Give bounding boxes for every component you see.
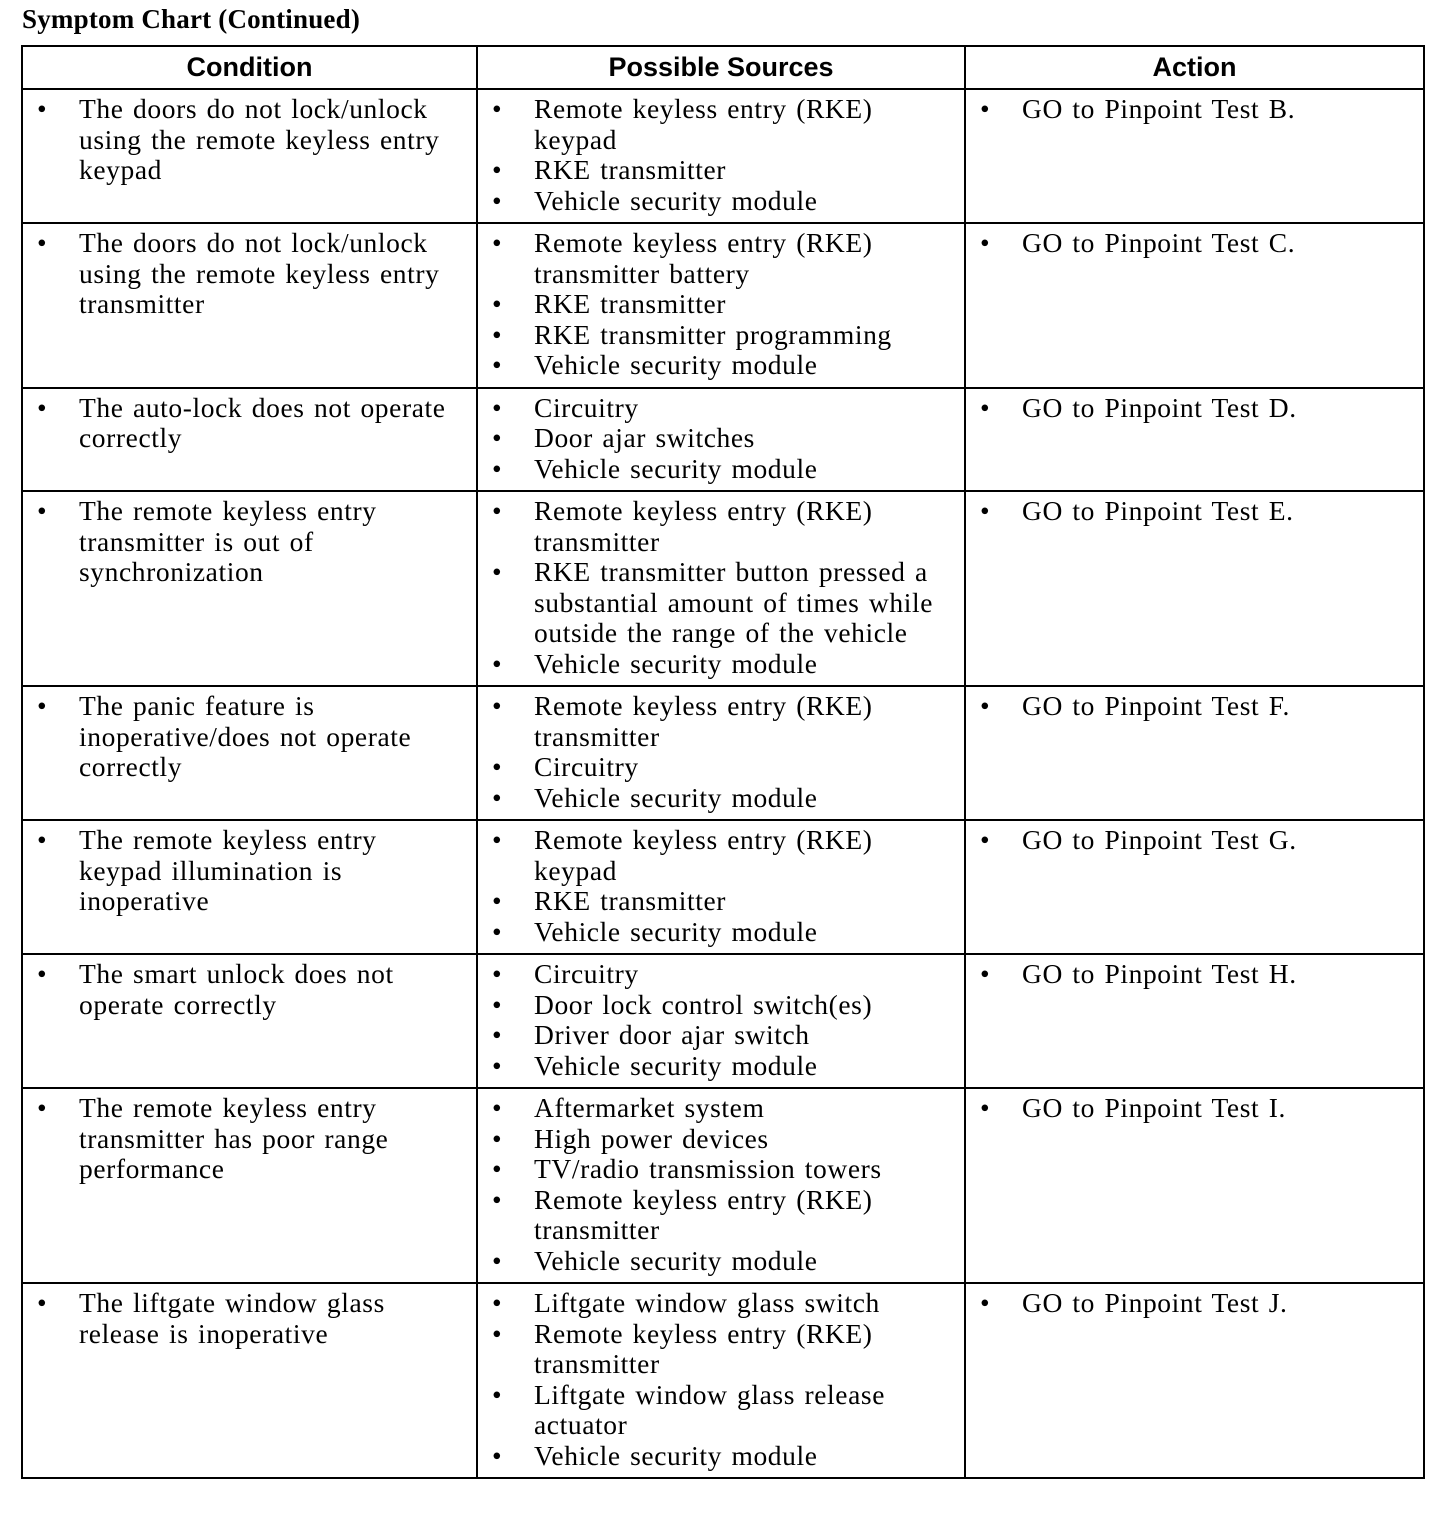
bullet-list	[966, 1284, 1423, 1325]
list-item	[492, 94, 952, 155]
possible-sources-cell	[477, 1088, 965, 1283]
table-row	[22, 388, 1424, 492]
list-item	[980, 959, 1411, 990]
bullet-list	[966, 90, 1423, 131]
list-item-text: GO to Pinpoint Test G.	[1022, 824, 1297, 855]
bullet-marker: •	[492, 1183, 503, 1215]
bullet-marker: •	[492, 288, 503, 319]
list-item-text: GO to Pinpoint Test D.	[1022, 391, 1297, 423]
bullet-list	[966, 821, 1423, 862]
list-item-text: The panic feature is inoperative/does not operate correctly	[79, 690, 412, 782]
condition-cell	[22, 1088, 477, 1283]
action-cell	[965, 1283, 1424, 1478]
list-item-text: Vehicle security module	[534, 184, 818, 216]
list-item-text: Vehicle security module	[534, 1049, 818, 1081]
symptom-chart-table	[21, 45, 1425, 1479]
bullet-marker: •	[492, 915, 503, 947]
bullet-marker: •	[37, 93, 48, 124]
list-item-text: The remote keyless entry transmitter has poor range performance	[79, 1092, 389, 1184]
bullet-marker: •	[37, 824, 48, 855]
bullet-marker: •	[492, 690, 503, 721]
list-item-text: GO to Pinpoint Test H.	[1022, 958, 1297, 989]
list-item	[492, 557, 952, 649]
list-item	[37, 825, 464, 917]
list-item	[492, 1124, 952, 1155]
action-cell	[965, 1088, 1424, 1283]
list-item	[492, 1288, 952, 1319]
list-item	[492, 959, 952, 990]
condition-cell	[22, 1283, 477, 1478]
bullet-marker: •	[980, 1287, 991, 1318]
bullet-list	[23, 687, 476, 789]
bullet-marker: •	[492, 1122, 503, 1154]
list-item	[37, 496, 464, 588]
list-item-text: Circuitry	[534, 751, 639, 782]
list-item-text: The remote keyless entry transmitter is out of synchronization	[79, 495, 377, 587]
list-item	[980, 94, 1411, 125]
list-item-text: RKE transmitter button pressed a substantial amount of times while outside the range of the vehicle	[534, 556, 933, 648]
table-row	[22, 491, 1424, 686]
bullet-list	[966, 955, 1423, 996]
list-item-text: GO to Pinpoint Test J.	[1022, 1287, 1288, 1318]
list-item-text: TV/radio transmission towers	[534, 1153, 882, 1184]
list-item	[492, 350, 952, 381]
action-cell	[965, 223, 1424, 388]
list-item	[492, 1380, 952, 1441]
bullet-marker: •	[492, 751, 503, 782]
list-item-text: Remote keyless entry (RKE) keypad	[534, 824, 873, 886]
list-item-text: Remote keyless entry (RKE) transmitter	[534, 495, 873, 557]
list-item	[492, 1093, 952, 1124]
bullet-marker: •	[37, 227, 48, 258]
list-item	[980, 228, 1411, 259]
list-item	[492, 320, 952, 351]
list-item	[980, 1288, 1411, 1319]
list-item-text: Aftermarket system	[534, 1092, 765, 1123]
bullet-marker: •	[492, 422, 503, 453]
list-item	[492, 783, 952, 814]
list-item	[492, 917, 952, 948]
bullet-marker: •	[492, 958, 503, 989]
action-cell	[965, 388, 1424, 492]
bullet-marker: •	[980, 824, 991, 855]
bullet-marker: •	[492, 885, 503, 916]
list-item	[980, 825, 1411, 856]
list-item-text: Vehicle security module	[534, 781, 818, 813]
bullet-marker: •	[37, 1092, 48, 1123]
list-item	[37, 228, 464, 320]
table-row	[22, 686, 1424, 820]
table-row	[22, 223, 1424, 388]
bullet-marker: •	[492, 93, 503, 124]
list-item	[492, 1441, 952, 1472]
bullet-marker: •	[980, 690, 991, 721]
list-item-text: RKE transmitter	[534, 885, 727, 916]
bullet-list	[23, 492, 476, 594]
list-item	[492, 289, 952, 320]
list-item	[492, 393, 952, 424]
bullet-marker: •	[492, 391, 503, 423]
list-item	[492, 990, 952, 1021]
action-cell	[965, 89, 1424, 223]
bullet-marker: •	[492, 184, 503, 216]
bullet-marker: •	[492, 1244, 503, 1276]
list-item-text: Driver door ajar switch	[534, 1019, 810, 1050]
bullet-marker: •	[37, 690, 48, 721]
bullet-list	[966, 389, 1423, 430]
list-item	[37, 393, 464, 454]
bullet-marker: •	[492, 1049, 503, 1081]
list-item	[492, 1185, 952, 1246]
list-item-text: Vehicle security module	[534, 1439, 818, 1471]
bullet-marker: •	[37, 958, 48, 989]
bullet-list	[478, 1284, 964, 1477]
list-item	[37, 959, 464, 1020]
bullet-marker: •	[492, 154, 503, 185]
bullet-list	[478, 1089, 964, 1282]
list-item	[980, 1093, 1411, 1124]
action-cell	[965, 820, 1424, 954]
list-item-text: Vehicle security module	[534, 1244, 818, 1276]
list-item-text: Circuitry	[534, 958, 639, 989]
list-item	[37, 691, 464, 783]
page-title: Symptom Chart (Continued)	[22, 4, 361, 34]
list-item	[492, 1154, 952, 1185]
condition-cell	[22, 686, 477, 820]
list-item	[980, 691, 1411, 722]
bullet-marker: •	[492, 1153, 503, 1184]
bullet-list	[478, 687, 964, 819]
bullet-marker: •	[492, 452, 503, 484]
action-cell	[965, 491, 1424, 686]
list-item-text: Liftgate window glass switch	[534, 1287, 880, 1318]
bullet-marker: •	[492, 1317, 503, 1349]
condition-cell	[22, 491, 477, 686]
possible-sources-cell	[477, 388, 965, 492]
table-row	[22, 954, 1424, 1088]
list-item	[492, 1319, 952, 1380]
bullet-marker: •	[980, 93, 991, 124]
possible-sources-cell	[477, 686, 965, 820]
list-item-text: GO to Pinpoint Test F.	[1022, 690, 1290, 721]
bullet-marker: •	[37, 391, 48, 423]
list-item-text: GO to Pinpoint Test E.	[1022, 495, 1294, 526]
bullet-list	[23, 955, 476, 1026]
bullet-marker: •	[492, 988, 503, 1020]
bullet-list	[966, 687, 1423, 728]
bullet-marker: •	[980, 1092, 991, 1123]
list-item	[492, 1246, 952, 1277]
list-item	[492, 886, 952, 917]
list-item-text: Remote keyless entry (RKE) keypad	[534, 93, 873, 155]
list-item	[37, 1288, 464, 1349]
list-item-text: GO to Pinpoint Test C.	[1022, 227, 1296, 258]
list-item	[492, 155, 952, 186]
bullet-list	[23, 90, 476, 192]
list-item	[492, 228, 952, 289]
bullet-marker: •	[980, 958, 991, 989]
bullet-marker: •	[492, 1019, 503, 1050]
bullet-marker: •	[980, 495, 991, 526]
list-item-text: Remote keyless entry (RKE) transmitter battery	[534, 227, 873, 289]
bullet-marker: •	[492, 1287, 503, 1318]
bullet-marker: •	[492, 781, 503, 813]
bullet-list	[23, 1284, 476, 1355]
list-item-text: Door ajar switches	[534, 422, 755, 453]
list-item-text: The doors do not lock/unlock using the remote keyless entry transmitter	[79, 227, 440, 319]
bullet-list	[478, 224, 964, 387]
action-cell	[965, 686, 1424, 820]
action-cell	[965, 954, 1424, 1088]
list-item-text: Remote keyless entry (RKE) transmitter	[534, 690, 873, 752]
bullet-marker: •	[492, 495, 503, 526]
list-item-text: The remote keyless entry keypad illumination is inoperative	[79, 824, 377, 916]
bullet-marker: •	[492, 227, 503, 258]
list-item	[492, 752, 952, 783]
list-item	[492, 1020, 952, 1051]
list-item-text: The auto-lock does not operate correctly	[79, 391, 446, 453]
list-item	[492, 691, 952, 752]
bullet-list	[478, 955, 964, 1087]
bullet-marker: •	[492, 1439, 503, 1471]
bullet-list	[478, 492, 964, 685]
bullet-marker: •	[492, 1378, 503, 1410]
list-item-text: Remote keyless entry (RKE) transmitter	[534, 1317, 873, 1379]
bullet-marker: •	[492, 556, 503, 587]
condition-cell	[22, 954, 477, 1088]
table-row	[22, 89, 1424, 223]
possible-sources-cell	[477, 89, 965, 223]
list-item	[980, 496, 1411, 527]
table-row	[22, 1283, 1424, 1478]
bullet-list	[966, 492, 1423, 533]
list-item-text: GO to Pinpoint Test I.	[1022, 1092, 1286, 1123]
column-header-possible-sources: Possible Sources	[477, 46, 965, 89]
list-item	[492, 1051, 952, 1082]
bullet-list	[966, 1089, 1423, 1130]
table-row	[22, 1088, 1424, 1283]
bullet-marker: •	[980, 227, 991, 258]
list-item-text: RKE transmitter programming	[534, 318, 892, 350]
list-item	[492, 186, 952, 217]
list-item-text: The doors do not lock/unlock using the remote keyless entry keypad	[79, 93, 440, 185]
list-item-text: Liftgate window glass release actuator	[534, 1378, 885, 1440]
bullet-marker: •	[492, 1092, 503, 1123]
bullet-marker: •	[980, 391, 991, 423]
possible-sources-cell	[477, 491, 965, 686]
list-item-text: Vehicle security module	[534, 452, 818, 484]
bullet-marker: •	[37, 1287, 48, 1318]
bullet-marker: •	[492, 824, 503, 855]
list-item-text: Vehicle security module	[534, 647, 818, 679]
list-item	[492, 423, 952, 454]
list-item-text: The smart unlock does not operate correctly	[79, 958, 394, 1020]
bullet-list	[23, 224, 476, 326]
bullet-list	[966, 224, 1423, 265]
possible-sources-cell	[477, 1283, 965, 1478]
list-item	[980, 393, 1411, 424]
list-item-text: Circuitry	[534, 391, 639, 423]
bullet-list	[478, 821, 964, 953]
list-item	[37, 1093, 464, 1185]
list-item-text: Vehicle security module	[534, 915, 818, 947]
list-item	[37, 94, 464, 186]
list-item-text: Vehicle security module	[534, 349, 818, 380]
bullet-marker: •	[492, 318, 503, 350]
column-header-action: Action	[965, 46, 1424, 89]
bullet-list	[23, 389, 476, 460]
list-item-text: Door lock control switch(es)	[534, 988, 873, 1020]
list-item-text: High power devices	[534, 1122, 769, 1154]
list-item-text: Remote keyless entry (RKE) transmitter	[534, 1183, 873, 1245]
bullet-list	[478, 389, 964, 491]
list-item-text: GO to Pinpoint Test B.	[1022, 93, 1296, 124]
bullet-list	[23, 1089, 476, 1191]
condition-cell	[22, 388, 477, 492]
bullet-marker: •	[492, 647, 503, 679]
table-header-row	[22, 46, 1424, 89]
bullet-marker: •	[492, 349, 503, 380]
condition-cell	[22, 820, 477, 954]
list-item-text: RKE transmitter	[534, 154, 727, 185]
column-header-condition: Condition	[22, 46, 477, 89]
list-item	[492, 649, 952, 680]
list-item	[492, 825, 952, 886]
condition-cell	[22, 223, 477, 388]
condition-cell	[22, 89, 477, 223]
list-item-text: The liftgate window glass release is inoperative	[79, 1287, 385, 1349]
list-item	[492, 496, 952, 557]
bullet-list	[23, 821, 476, 923]
table-body	[22, 89, 1424, 1478]
possible-sources-cell	[477, 954, 965, 1088]
list-item-text: RKE transmitter	[534, 288, 727, 319]
list-item	[492, 454, 952, 485]
bullet-list	[478, 90, 964, 222]
table-row	[22, 820, 1424, 954]
bullet-marker: •	[37, 495, 48, 526]
possible-sources-cell	[477, 223, 965, 388]
possible-sources-cell	[477, 820, 965, 954]
